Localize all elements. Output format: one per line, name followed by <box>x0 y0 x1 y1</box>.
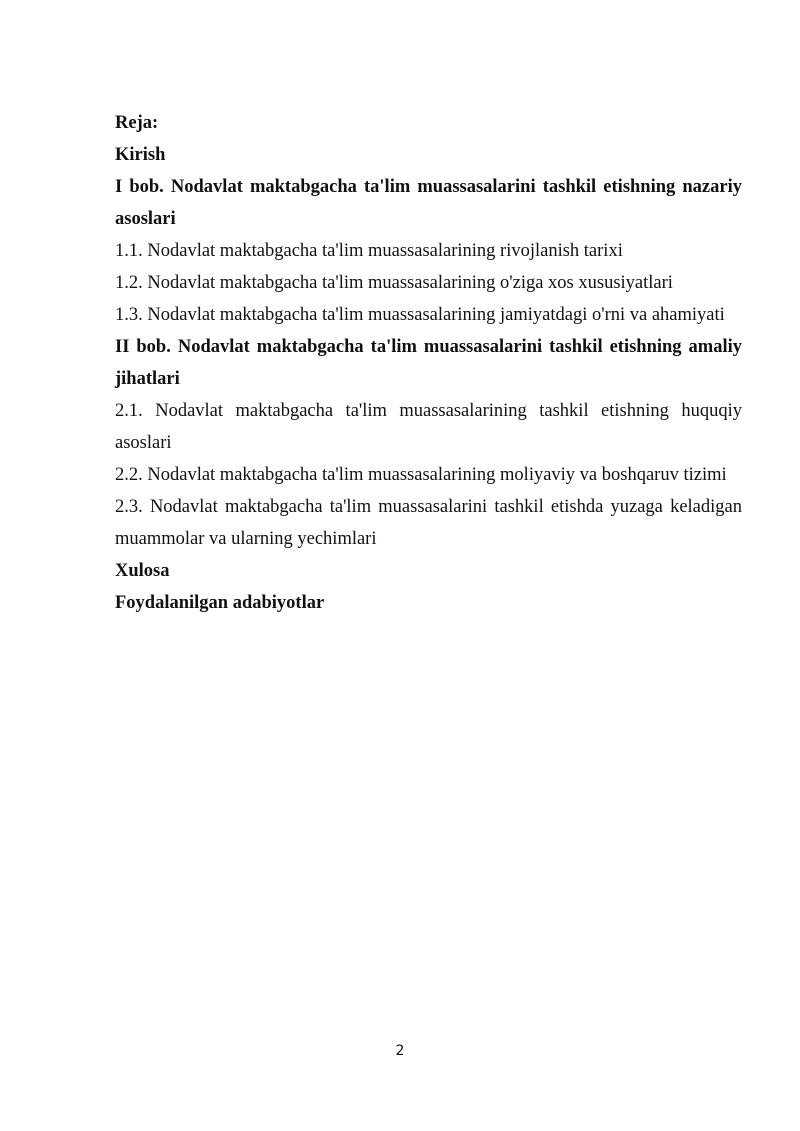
toc-entry-section-2-3: 2.3. Nodavlat maktabgacha ta'lim muassasalarini tashkil etishda yuzaga keladigan <box>115 497 742 517</box>
toc-entry-section-1-1: 1.1. Nodavlat maktabgacha ta'lim muassasalarining rivojlanish tarixi <box>115 241 623 261</box>
toc-entry-section-1-2: 1.2. Nodavlat maktabgacha ta'lim muassasalarining o'ziga xos xususiyatlari <box>115 273 673 293</box>
page-number: 2 <box>395 1043 405 1059</box>
table-of-contents <box>115 107 742 619</box>
toc-entry-section-2-1-continued: asoslari <box>115 433 172 453</box>
toc-entry-references: Foydalanilgan adabiyotlar <box>115 593 325 613</box>
toc-entry-section-1-3: 1.3. Nodavlat maktabgacha ta'lim muassasalarining jamiyatdagi o'rni va ahamiyati <box>115 305 725 325</box>
toc-entry-section-2-2: 2.2. Nodavlat maktabgacha ta'lim muassasalarining moliyaviy va boshqaruv tizimi <box>115 465 727 485</box>
toc-entry-chapter-2-continued: jihatlari <box>115 369 180 389</box>
toc-entry-chapter-2: II bob. Nodavlat maktabgacha ta'lim muassasalarini tashkil etishning amaliy <box>115 337 742 357</box>
toc-entry-section-2-3-continued: muammolar va ularning yechimlari <box>115 529 377 549</box>
toc-entry-chapter-1-continued: asoslari <box>115 209 176 229</box>
toc-entry-conclusion: Xulosa <box>115 561 170 581</box>
toc-entry-chapter-1: I bob. Nodavlat maktabgacha ta'lim muassasalarini tashkil etishning nazariy <box>115 177 742 197</box>
toc-entry-introduction: Kirish <box>115 145 166 165</box>
plan-heading: Reja: <box>115 113 159 133</box>
toc-entry-section-2-1: 2.1. Nodavlat maktabgacha ta'lim muassasalarining tashkil etishning huquqiy <box>115 401 742 421</box>
